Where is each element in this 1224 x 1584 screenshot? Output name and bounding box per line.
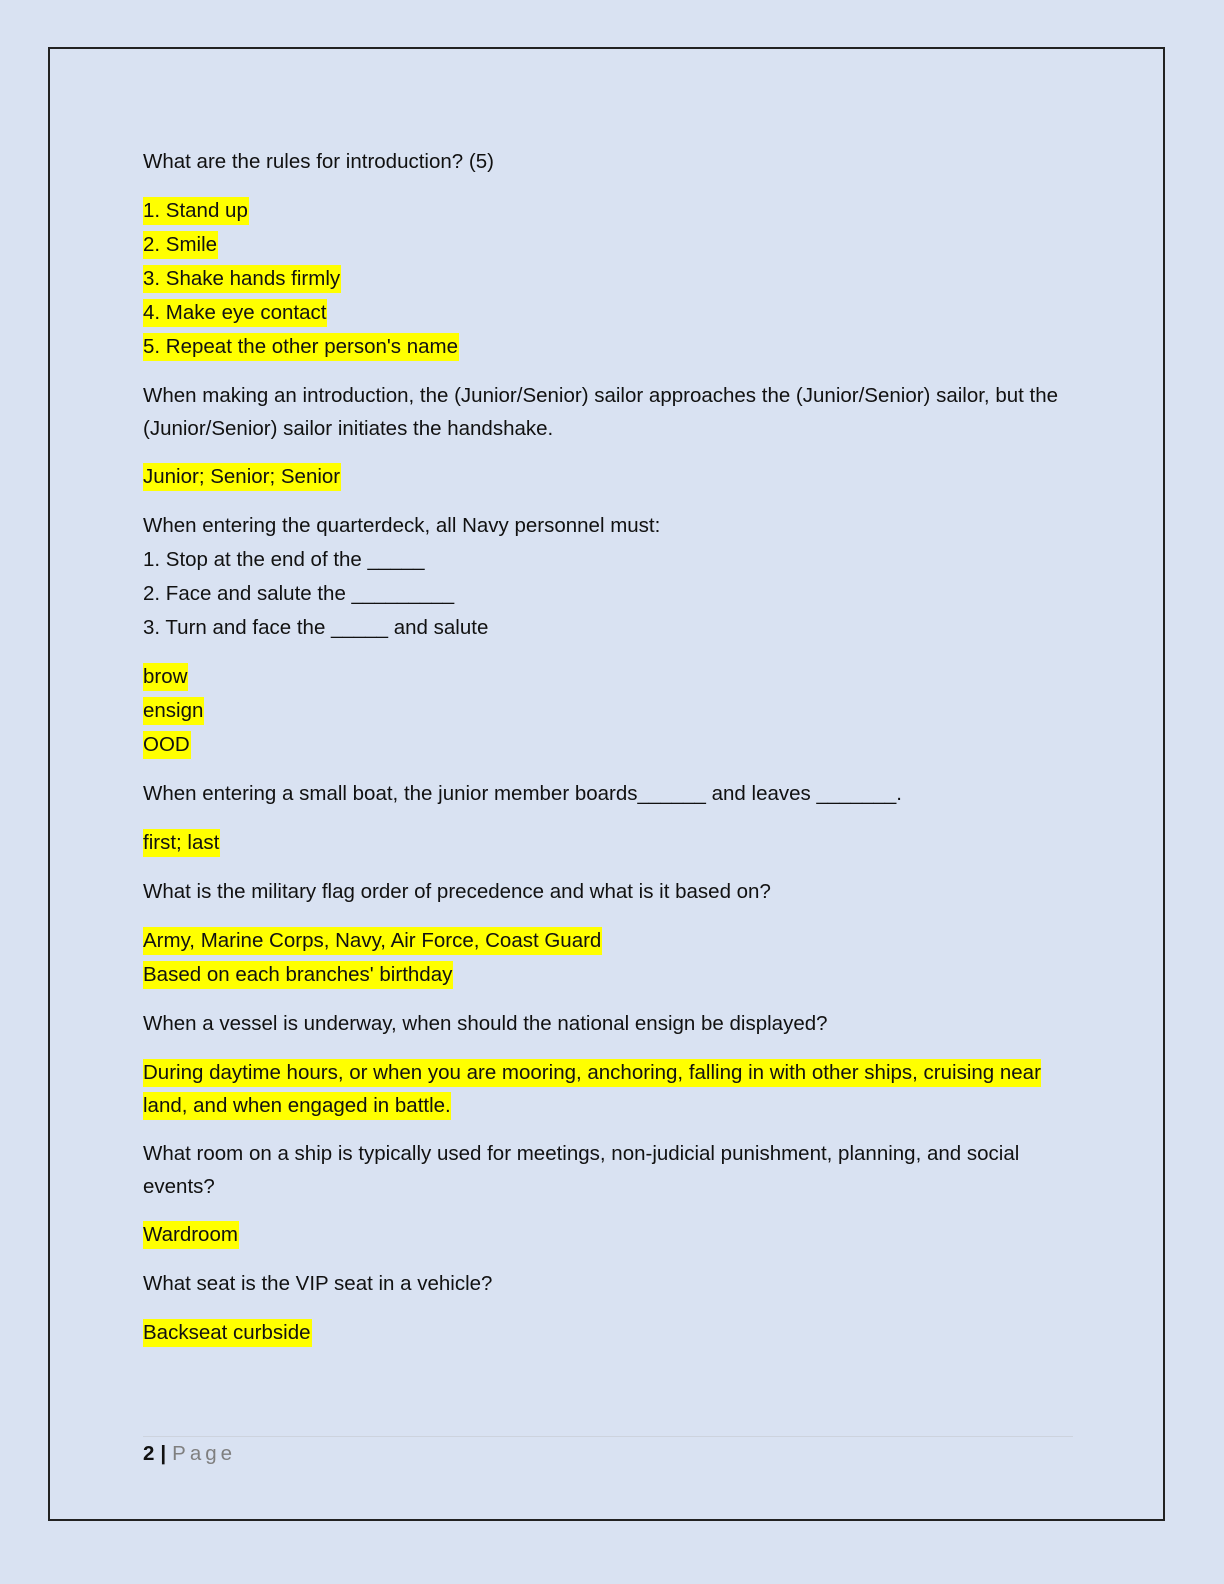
answer-text: During daytime hours, or when you are mooring, anchoring, falling in with other ships, cruising near land, and when engaged in battle. xyxy=(143,1059,1041,1120)
answer-block-8 xyxy=(143,1316,1083,1350)
answer-block-7 xyxy=(143,1218,1083,1252)
question-text: What is the military flag order of precedence and what is it based on? xyxy=(143,880,771,903)
answer-text: Based on each branches' birthday xyxy=(143,961,453,989)
question-text: When making an introduction, the (Junior/Senior) sailor approaches the (Junior/Senior) sailor, but the (Junior/Senior) sailor initiates the handshake. xyxy=(143,384,1059,440)
answer-block-5 xyxy=(143,924,1083,992)
question-block-4 xyxy=(143,777,1083,811)
question-block-3 xyxy=(143,509,1083,645)
question-block-5 xyxy=(143,875,1083,909)
answer-text: 4. Make eye contact xyxy=(143,299,327,327)
question-text: When entering the quarterdeck, all Navy personnel must: xyxy=(143,514,661,537)
page-label: Page xyxy=(172,1442,237,1465)
page-number: 2 xyxy=(143,1442,155,1465)
footer-separator: | xyxy=(160,1442,167,1465)
question-text: When entering a small boat, the junior member boards______ and leaves _______. xyxy=(143,782,902,805)
question-text: When a vessel is underway, when should the national ensign be displayed? xyxy=(143,1012,828,1035)
answer-text: 2. Smile xyxy=(143,231,218,259)
answer-text: 5. Repeat the other person's name xyxy=(143,333,459,361)
question-step: 3. Turn and face the _____ and salute xyxy=(143,616,489,639)
answer-text: OOD xyxy=(143,731,191,759)
answer-text: Backseat curbside xyxy=(143,1319,312,1347)
answer-text: Army, Marine Corps, Navy, Air Force, Coast Guard xyxy=(143,927,602,955)
answer-text: 3. Shake hands firmly xyxy=(143,265,341,293)
question-step: 2. Face and salute the _________ xyxy=(143,582,455,605)
document-body xyxy=(143,145,1083,1365)
answer-text: 1. Stand up xyxy=(143,197,249,225)
answer-text: ensign xyxy=(143,697,204,725)
answer-block-4 xyxy=(143,826,1083,860)
question-text: What room on a ship is typically used for meetings, non-judicial punishment, planning, and social events? xyxy=(143,1142,1020,1198)
question-block-7 xyxy=(143,1137,1083,1203)
answer-text: Wardroom xyxy=(143,1221,239,1249)
answer-block-2 xyxy=(143,460,1083,494)
question-block-2 xyxy=(143,379,1083,445)
footer-divider xyxy=(143,1436,1073,1437)
question-block-6 xyxy=(143,1007,1083,1041)
question-block-1 xyxy=(143,145,1083,179)
answer-text: Junior; Senior; Senior xyxy=(143,463,341,491)
answer-block-1 xyxy=(143,194,1083,364)
question-text: What are the rules for introduction? (5) xyxy=(143,150,494,173)
answer-block-6 xyxy=(143,1056,1083,1122)
page-footer xyxy=(143,1440,236,1468)
question-step: 1. Stop at the end of the _____ xyxy=(143,548,425,571)
question-block-8 xyxy=(143,1267,1083,1301)
answer-text: brow xyxy=(143,663,188,691)
answer-text: first; last xyxy=(143,829,220,857)
question-text: What seat is the VIP seat in a vehicle? xyxy=(143,1272,493,1295)
answer-block-3 xyxy=(143,660,1083,762)
